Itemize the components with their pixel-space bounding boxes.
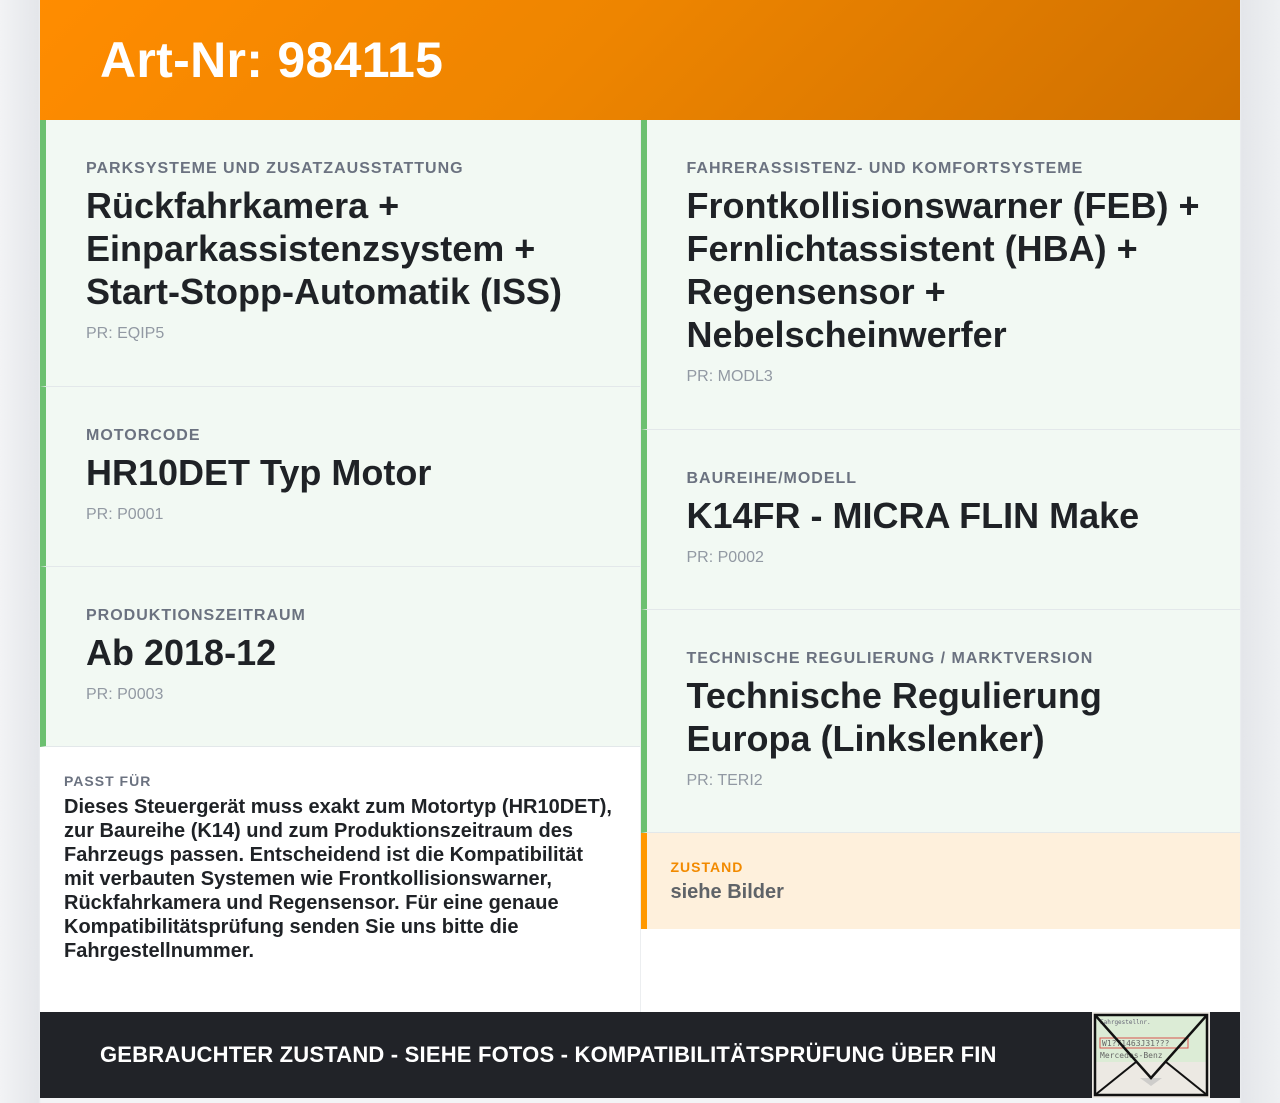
header-bar: [40, 0, 1240, 120]
zustand-text: siehe Bilder: [670, 881, 784, 903]
spec-grid: [40, 120, 1240, 1012]
pr-code: PR: P0001: [86, 506, 164, 523]
spec-value: Ab 2018-12: [86, 632, 277, 673]
spec-value: HR10DET Typ Motor: [86, 452, 432, 493]
svg-text:W1?71463J31???: W1?71463J31???: [1102, 1039, 1170, 1048]
svg-text:Mercedes-Benz: Mercedes-Benz: [1100, 1051, 1163, 1060]
product-sheet: [40, 0, 1240, 1098]
article-number-title: Art-Nr: 984115: [100, 32, 444, 88]
spec-value: Technische Regulierung Europa (Linkslenker): [686, 675, 1102, 759]
pr-code: PR: P0003: [86, 686, 164, 703]
zustand-section: [641, 833, 1241, 929]
spec-card-parksysteme: [40, 120, 640, 387]
spec-label: TECHNISCHE REGULIERUNG / MARKTVERSION: [686, 650, 1094, 667]
spec-value: K14FR - MICRA FLIN Make: [686, 495, 1140, 536]
left-column: [40, 120, 641, 1012]
footer-banner: [40, 1012, 1240, 1098]
spec-card-motorcode: [40, 387, 640, 567]
pr-code: PR: EQIP5: [86, 325, 165, 342]
zustand-label: ZUSTAND: [670, 859, 744, 875]
passt-fuer-section: [40, 747, 640, 1012]
spec-label: FAHRERASSISTENZ- UND KOMFORTSYSTEME: [686, 160, 1084, 177]
spec-label: MOTORCODE: [86, 427, 201, 444]
pr-code: PR: MODL3: [686, 368, 773, 385]
passt-fuer-text: Dieses Steuergerät muss exakt zum Motortyp (HR10DET), zur Baureihe (K14) und zum Produktionszeitraum des Fahrzeugs passen. Entscheidend ist die Kompatibilität mit verbauten Systemen wie Frontkollisionswarner, Rückfahrkamera und Regensensor. Für eine genaue Kompatibilitätsprüfung senden Sie uns bitte die Fahrgestellnummer.: [64, 796, 612, 962]
spec-card-baureihe: [641, 430, 1241, 610]
spec-value: Rückfahrkamera + Einparkassistenzsystem + Start-Stopp-Automatik (ISS): [86, 185, 562, 312]
pr-code: PR: P0002: [686, 549, 764, 566]
svg-text:Fahrgestellnr.: Fahrgestellnr.: [1100, 1019, 1151, 1026]
pr-code: PR: TERI2: [686, 772, 763, 789]
spec-card-technische-regulierung: [641, 610, 1241, 833]
right-column: [641, 120, 1241, 1012]
spec-card-produktionszeitraum: [40, 567, 640, 747]
spec-value: Frontkollisionswarner (FEB) + Fernlichtassistent (HBA) + Regensensor + Nebelscheinwerfer: [686, 185, 1200, 355]
passt-fuer-label: PASST FÜR: [64, 773, 152, 789]
spec-label: PRODUKTIONSZEITRAUM: [86, 607, 306, 624]
spec-label: PARKSYSTEME UND ZUSATZAUSSTATTUNG: [86, 160, 464, 177]
spec-label: BAUREIHE/MODELL: [686, 470, 858, 487]
footer-text: GEBRAUCHTER ZUSTAND - SIEHE FOTOS - KOMPATIBILITÄTSPRÜFUNG ÜBER FIN: [100, 1042, 997, 1067]
spec-card-fahrerassistenz: [641, 120, 1241, 430]
envelope-vin-icon: [1092, 1012, 1210, 1098]
